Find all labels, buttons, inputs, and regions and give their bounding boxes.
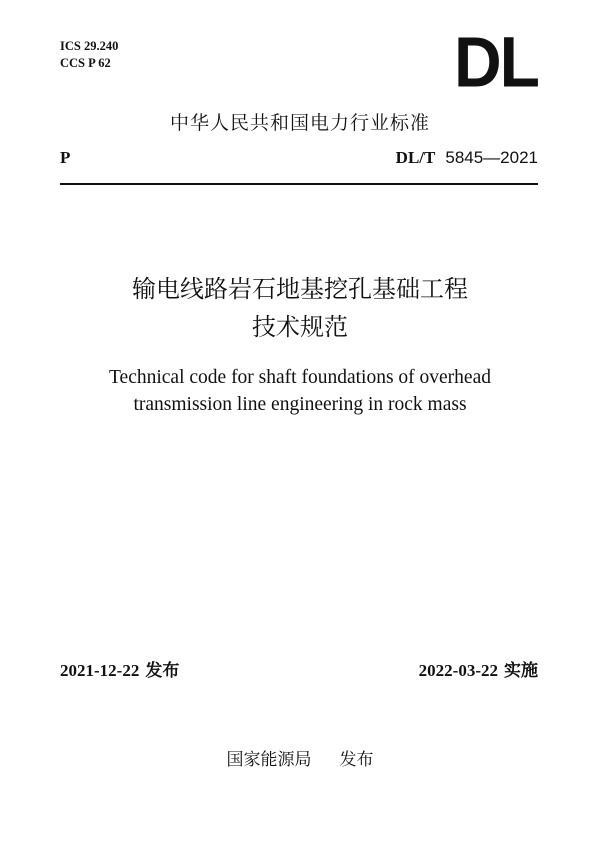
title-en-line-1: Technical code for shaft foundations of overhead: [109, 367, 491, 388]
title-en-line-2: transmission line engineering in rock mass: [133, 394, 467, 415]
publisher-agency: 国家能源局: [226, 750, 312, 770]
issue-label: 发布: [145, 661, 180, 681]
issue-date-block: [60, 656, 179, 681]
publisher-line: [0, 745, 600, 770]
ics-ccs-codes: [60, 38, 118, 72]
dl-logo: DL: [454, 21, 538, 102]
publisher-label: 发布: [339, 750, 374, 770]
title-chinese: [0, 270, 600, 346]
issue-date: 2021-12-22: [60, 661, 140, 680]
implementation-date: 2022-03-22: [418, 661, 498, 680]
standard-prefix: DL/T: [395, 148, 436, 167]
implementation-date-block: [419, 656, 538, 681]
ccs-code: CCS P 62: [60, 56, 111, 70]
header-divider: [60, 183, 538, 185]
issuer-title: 中华人民共和国电力行业标准: [169, 112, 430, 134]
title-english: [0, 364, 600, 418]
title-cn-line-2: 技术规范: [252, 313, 348, 341]
implementation-label: 实施: [504, 661, 538, 681]
title-cn-line-1: 输电线路岩石地基挖孔基础工程: [132, 275, 468, 303]
standard-code: 5845—2021: [445, 148, 538, 167]
ics-code: ICS 29.240: [60, 39, 119, 53]
standard-number: [396, 148, 538, 168]
classification-code: P: [60, 148, 71, 167]
